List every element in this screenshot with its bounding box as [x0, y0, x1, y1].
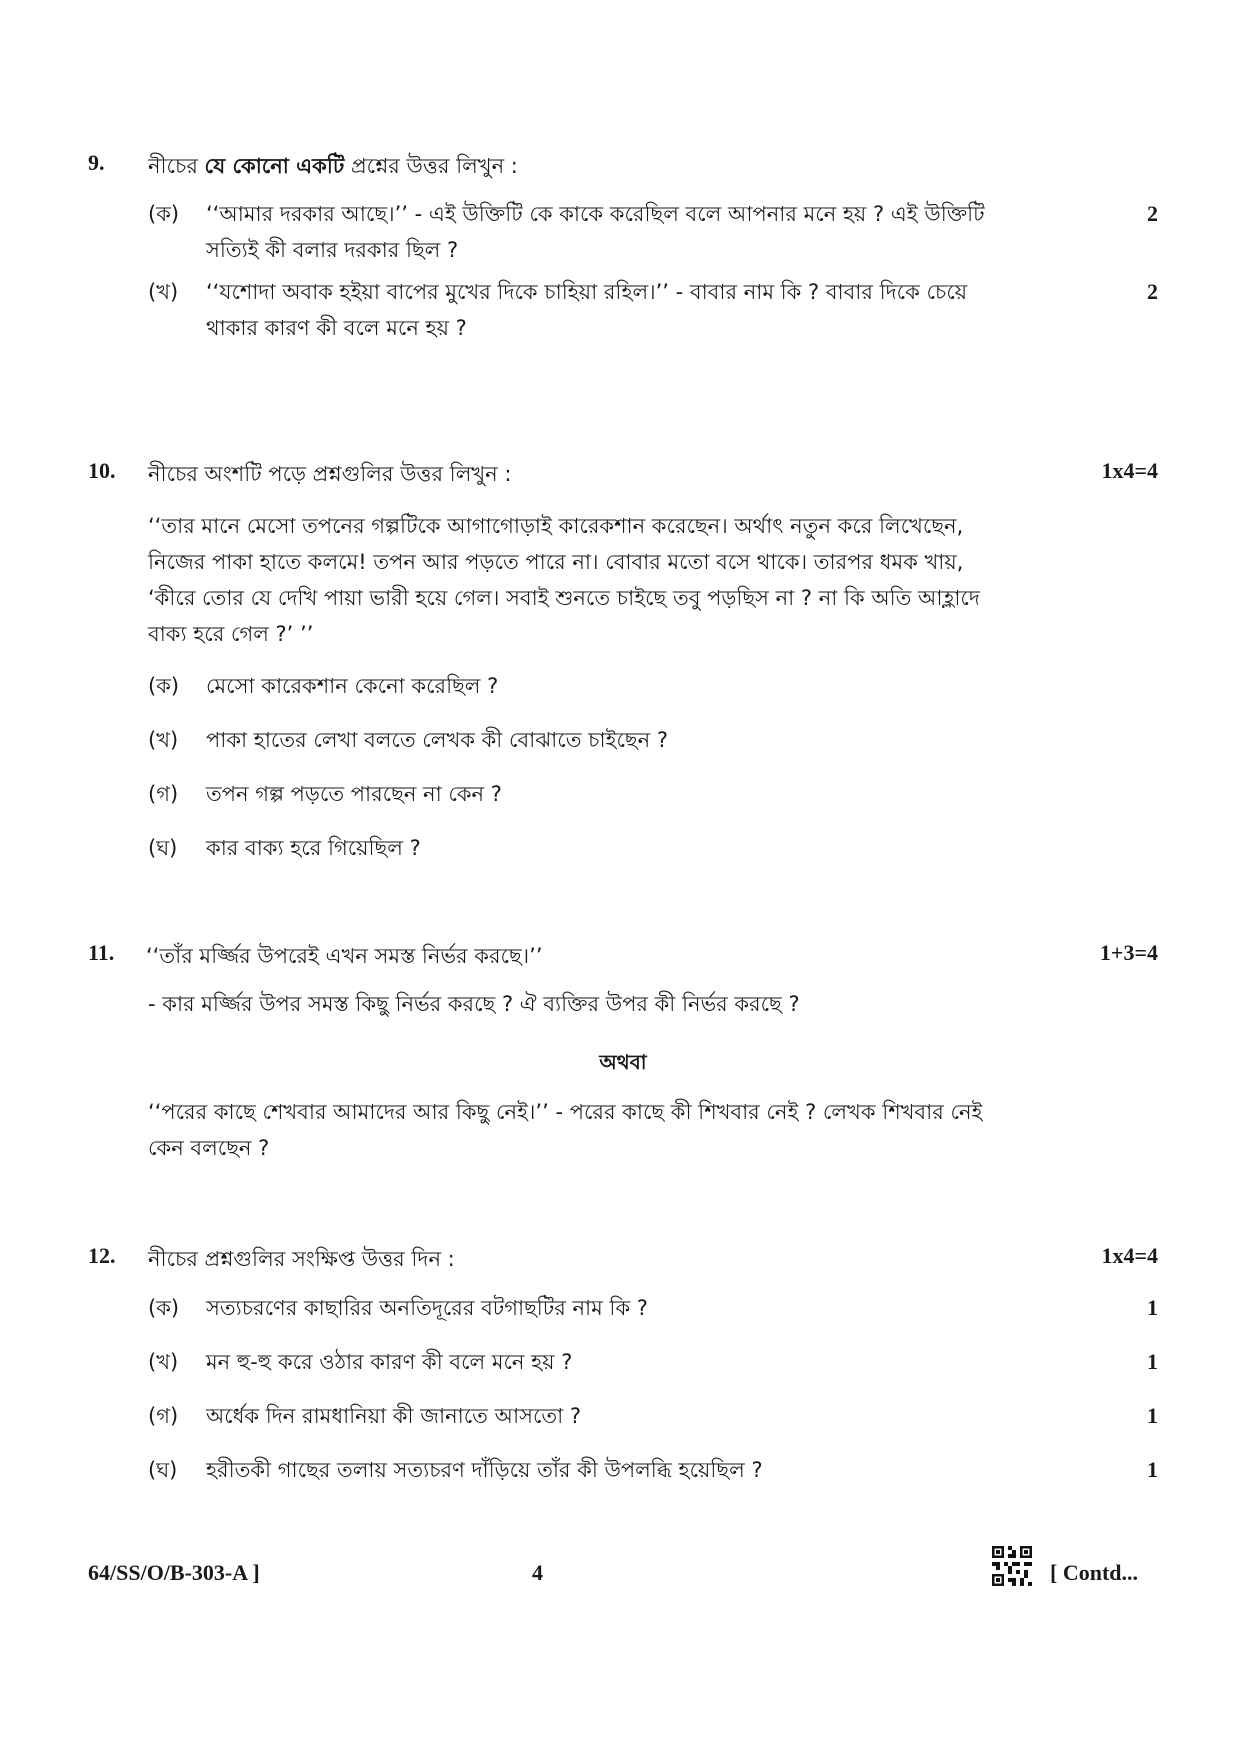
- question-prompt: [148, 150, 518, 185]
- subquestion-text: মেসো কারেকশান কেনো করেছিল ?: [206, 674, 499, 698]
- question-11-text: [148, 986, 1148, 1022]
- subquestion-label: (ক): [148, 202, 180, 226]
- passage-line: ‘কীরে তোর যে দেখি পায়া ভারী হয়ে গেল। সবাই শুনতে চাইছে তবু পড়ছিস না ? না কি অতি আহ্লাদে: [148, 586, 980, 610]
- prompt-emphasis: যে কোনো একটি: [204, 154, 345, 178]
- subquestion-text: সত্যচরণের কাছারির অনতিদূরের বটগাছটির নাম কি ?: [206, 1296, 648, 1320]
- subquestion-label: (গ): [148, 782, 179, 806]
- question-line: ‘‘পরের কাছে শেখবার আমাদের আর কিছু নেই।’’ - পরের কাছে কী শিখবার নেই ? লেখক শিখবার নেই: [148, 1100, 983, 1124]
- question-quote: ‘‘তাঁর মর্জ্জির উপরেই এখন সমস্ত নির্ভর করছে।’’: [146, 944, 543, 968]
- prompt-text: প্রশ্নের উত্তর লিখুন :: [344, 154, 518, 178]
- continued-label: [ Contd...: [1050, 1560, 1139, 1585]
- question-number: 10.: [88, 458, 116, 483]
- marks: 1: [1147, 1295, 1158, 1320]
- text-line: ‘‘যশোদা অবাক হইয়া বাপের মুখের দিকে চাহিয়া রহিল।’’ - বাবার নাম কি ? বাবার দিকে চেয়ে: [206, 280, 968, 304]
- passage-line: ‘‘তার মানে মেসো তপনের গল্পটিকে আগাগোড়াই কারেকশান করেছেন। অর্থাৎ নতুন করে লিখেছেন,: [148, 514, 964, 538]
- subquestion-label: (ক): [148, 674, 180, 698]
- paper-code: 64/SS/O/B-303-A ]: [88, 1560, 260, 1585]
- subquestion-12b: [148, 1344, 1158, 1380]
- subquestion-text: অর্ধেক দিন রামধানিয়া কী জানাতে আসতো ?: [206, 1404, 582, 1428]
- passage-line: নিজের পাকা হাতে কলমে! তপন আর পড়তে পারে না। বোবার মতো বসে থাকে। তারপর ধমক খায়,: [148, 550, 964, 574]
- subquestion-12a: [148, 1290, 1158, 1326]
- marks: 2: [1147, 279, 1158, 304]
- page-number: 4: [532, 1560, 543, 1585]
- marks: 1x4=4: [1101, 1243, 1158, 1268]
- question-prompt: নীচের প্রশ্নগুলির সংক্ষিপ্ত উত্তর দিন :: [148, 1247, 455, 1271]
- subquestion-label: (খ): [148, 728, 179, 752]
- text-line: ‘‘আমার দরকার আছে।’’ - এই উক্তিটি কে কাকে করেছিল বলে আপনার মনে হয় ? এই উক্তিটি: [206, 202, 985, 226]
- subquestion-label: (ঘ): [148, 836, 178, 860]
- subquestion-10a: [148, 668, 1158, 704]
- marks: 1+3=4: [1099, 940, 1158, 965]
- subquestion-label: (খ): [148, 1350, 179, 1374]
- marks: 1x4=4: [1101, 458, 1158, 483]
- text-line: সত্যিই কী বলার দরকার ছিল ?: [206, 238, 459, 262]
- subquestion-label: (গ): [148, 1404, 179, 1428]
- subquestion-10c: [148, 776, 1158, 812]
- prompt-text: নীচের: [148, 154, 205, 178]
- subquestion-text: [206, 196, 1096, 268]
- subquestion-12c: [148, 1398, 1158, 1434]
- subquestion-label: (ঘ): [148, 1458, 178, 1482]
- subquestion-10d: [148, 830, 1158, 866]
- question-11-alternative: [148, 1094, 1148, 1166]
- marks: 1: [1147, 1349, 1158, 1374]
- subquestion-text: পাকা হাতের লেখা বলতে লেখক কী বোঝাতে চাইছেন ?: [206, 728, 668, 752]
- question-number: 11.: [88, 940, 115, 965]
- subquestion-10b: [148, 722, 1158, 758]
- subquestion-text: [206, 274, 1096, 346]
- subquestion-12d: [148, 1452, 1158, 1488]
- subquestion-text: হরীতকী গাছের তলায় সত্যচরণ দাঁড়িয়ে তাঁর কী উপলব্ধি হয়েছিল ?: [206, 1458, 763, 1482]
- question-number: 9.: [88, 150, 105, 175]
- question-number: 12.: [88, 1243, 116, 1268]
- subquestion-text: কার বাক্য হরে গিয়েছিল ?: [206, 836, 421, 860]
- passage-line: বাক্য হরে গেল ?’ ’’: [148, 622, 314, 646]
- marks: 2: [1147, 201, 1158, 226]
- question-line: কেন বলছেন ?: [148, 1136, 270, 1160]
- passage: [148, 508, 1148, 652]
- subquestion-9a: [148, 196, 1158, 268]
- subquestion-label: (ক): [148, 1296, 180, 1320]
- question-prompt: নীচের অংশটি পড়ে প্রশ্নগুলির উত্তর লিখুন :: [148, 462, 512, 486]
- text-line: থাকার কারণ কী বলে মনে হয় ?: [206, 316, 467, 340]
- or-divider: অথবা: [599, 1050, 647, 1074]
- subquestion-9b: [148, 274, 1158, 346]
- subquestion-text: তপন গল্প পড়তে পারছেন না কেন ?: [206, 782, 502, 806]
- subquestion-label: (খ): [148, 280, 179, 304]
- question-line: - কার মর্জ্জির উপর সমস্ত কিছু নির্ভর করছে ? ঐ ব্যক্তির উপর কী নির্ভর করছে ?: [148, 992, 800, 1016]
- marks: 1: [1147, 1403, 1158, 1428]
- qr-code-icon: [992, 1546, 1032, 1586]
- subquestion-text: মন হু-হু করে ওঠার কারণ কী বলে মনে হয় ?: [206, 1350, 573, 1374]
- marks: 1: [1147, 1457, 1158, 1482]
